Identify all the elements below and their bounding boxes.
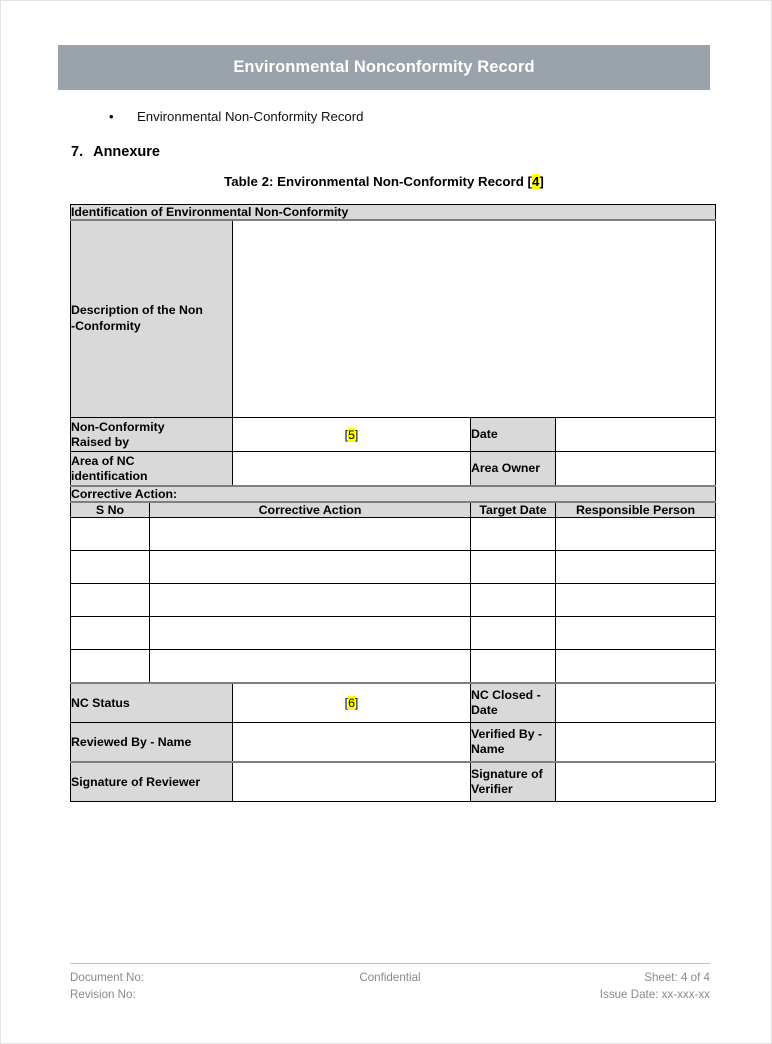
cell-s-no[interactable]: [71, 584, 150, 617]
raised-by-reference: 5: [348, 427, 355, 442]
table-row: [71, 551, 716, 584]
section-title: Annexure: [93, 144, 160, 160]
nc-closed-date-value-cell[interactable]: [556, 683, 716, 723]
nc-closed-date-label-cell: NC Closed - Date: [471, 683, 556, 723]
bullet-item-label: Environmental Non-Conformity Record: [137, 109, 364, 124]
signature-verifier-label-cell: Signature of Verifier: [471, 762, 556, 802]
cell-responsible-person[interactable]: [556, 584, 716, 617]
column-header-s-no: S No: [71, 502, 150, 518]
section-number: 7.: [71, 144, 84, 160]
description-label-line2: -Conformity: [71, 319, 141, 333]
cell-responsible-person[interactable]: [556, 650, 716, 684]
footer-revision-no: Revision No:: [70, 988, 136, 1001]
raised-by-ref-close: ]: [354, 427, 359, 442]
bullet-list-item: [109, 109, 669, 124]
raised-by-label-cell: [71, 418, 233, 452]
cell-target-date[interactable]: [471, 584, 556, 617]
column-header-responsible-person: Responsible Person: [556, 502, 716, 518]
cell-responsible-person[interactable]: [556, 617, 716, 650]
area-owner-label-cell: Area Owner: [471, 452, 556, 487]
table-row: [71, 486, 716, 502]
banner-title: Environmental Nonconformity Record: [233, 58, 535, 76]
cell-s-no[interactable]: [71, 518, 150, 551]
section-heading: [71, 144, 160, 160]
table-caption-reference: 4: [531, 174, 540, 189]
description-label-cell: [71, 220, 233, 418]
table-header-row: [71, 502, 716, 518]
table-row: [71, 518, 716, 551]
area-owner-value-cell[interactable]: [556, 452, 716, 487]
cell-target-date[interactable]: [471, 617, 556, 650]
identification-section-header: Identification of Environmental Non-Conformity: [71, 205, 716, 221]
table-row: [71, 584, 716, 617]
table-row: [71, 220, 716, 418]
cell-corrective-action[interactable]: [150, 650, 471, 684]
verified-by-value-cell[interactable]: [556, 723, 716, 763]
table-row: [71, 650, 716, 684]
nonconformity-record-table: [70, 204, 716, 802]
nc-status-ref-open: [: [344, 696, 349, 710]
footer-row-top: [70, 971, 710, 984]
area-label-cell: [71, 452, 233, 487]
verified-by-label-cell: Verified By - Name: [471, 723, 556, 763]
table-caption-prefix: Table 2: Environmental Non-Conformity Record [: [224, 174, 532, 189]
nc-status-label-cell: NC Status: [71, 683, 233, 723]
table-row: [71, 452, 716, 487]
cell-s-no[interactable]: [71, 551, 150, 584]
raised-by-ref-open: [: [344, 427, 349, 442]
bullet-marker-icon: •: [109, 109, 114, 124]
date-label-cell: Date: [471, 418, 556, 452]
footer-sheet-number: Sheet: 4 of 4: [644, 971, 710, 984]
cell-corrective-action[interactable]: [150, 584, 471, 617]
area-label-line1: Area of NC: [71, 453, 135, 468]
signature-reviewer-value-cell[interactable]: [233, 762, 471, 802]
cell-responsible-person[interactable]: [556, 518, 716, 551]
cell-responsible-person[interactable]: [556, 551, 716, 584]
page-footer: [70, 963, 710, 1005]
page-banner: [58, 45, 710, 90]
table-caption-suffix: ]: [539, 174, 544, 189]
column-header-corrective-action: Corrective Action: [150, 502, 471, 518]
raised-by-label-line1: Non-Conformity: [71, 419, 165, 434]
description-value-cell[interactable]: [233, 220, 716, 418]
raised-by-label-line2: Raised by: [71, 434, 130, 449]
reviewed-by-label-cell: Reviewed By - Name: [71, 723, 233, 763]
nc-status-reference: 6: [348, 696, 355, 710]
description-label-line1: Description of the Non: [71, 303, 203, 318]
cell-target-date[interactable]: [471, 551, 556, 584]
table-row: [71, 762, 716, 802]
table-row: [71, 723, 716, 763]
table-caption: [58, 174, 710, 189]
footer-document-no: Document No:: [70, 971, 145, 984]
table-row: [71, 418, 716, 452]
area-label-line2: identification: [71, 468, 148, 483]
cell-target-date[interactable]: [471, 518, 556, 551]
signature-reviewer-label-cell: Signature of Reviewer: [71, 762, 233, 802]
table-row: [71, 617, 716, 650]
footer-row-bottom: [70, 988, 710, 1001]
area-value-cell[interactable]: [233, 452, 471, 487]
raised-by-value-cell[interactable]: [233, 418, 471, 452]
footer-issue-date: Issue Date: xx-xxx-xx: [599, 988, 710, 1001]
nc-status-ref-close: ]: [354, 696, 359, 710]
corrective-action-section-header: Corrective Action:: [71, 486, 716, 502]
column-header-target-date: Target Date: [471, 502, 556, 518]
table-row: [71, 205, 716, 221]
footer-confidential: Confidential: [359, 971, 421, 984]
cell-s-no[interactable]: [71, 650, 150, 684]
date-value-cell[interactable]: [556, 418, 716, 452]
nc-status-value-cell[interactable]: [233, 683, 471, 723]
table-row: [71, 683, 716, 723]
cell-target-date[interactable]: [471, 650, 556, 684]
cell-corrective-action[interactable]: [150, 551, 471, 584]
signature-verifier-value-cell[interactable]: [556, 762, 716, 802]
reviewed-by-value-cell[interactable]: [233, 723, 471, 763]
cell-corrective-action[interactable]: [150, 518, 471, 551]
cell-s-no[interactable]: [71, 617, 150, 650]
cell-corrective-action[interactable]: [150, 617, 471, 650]
